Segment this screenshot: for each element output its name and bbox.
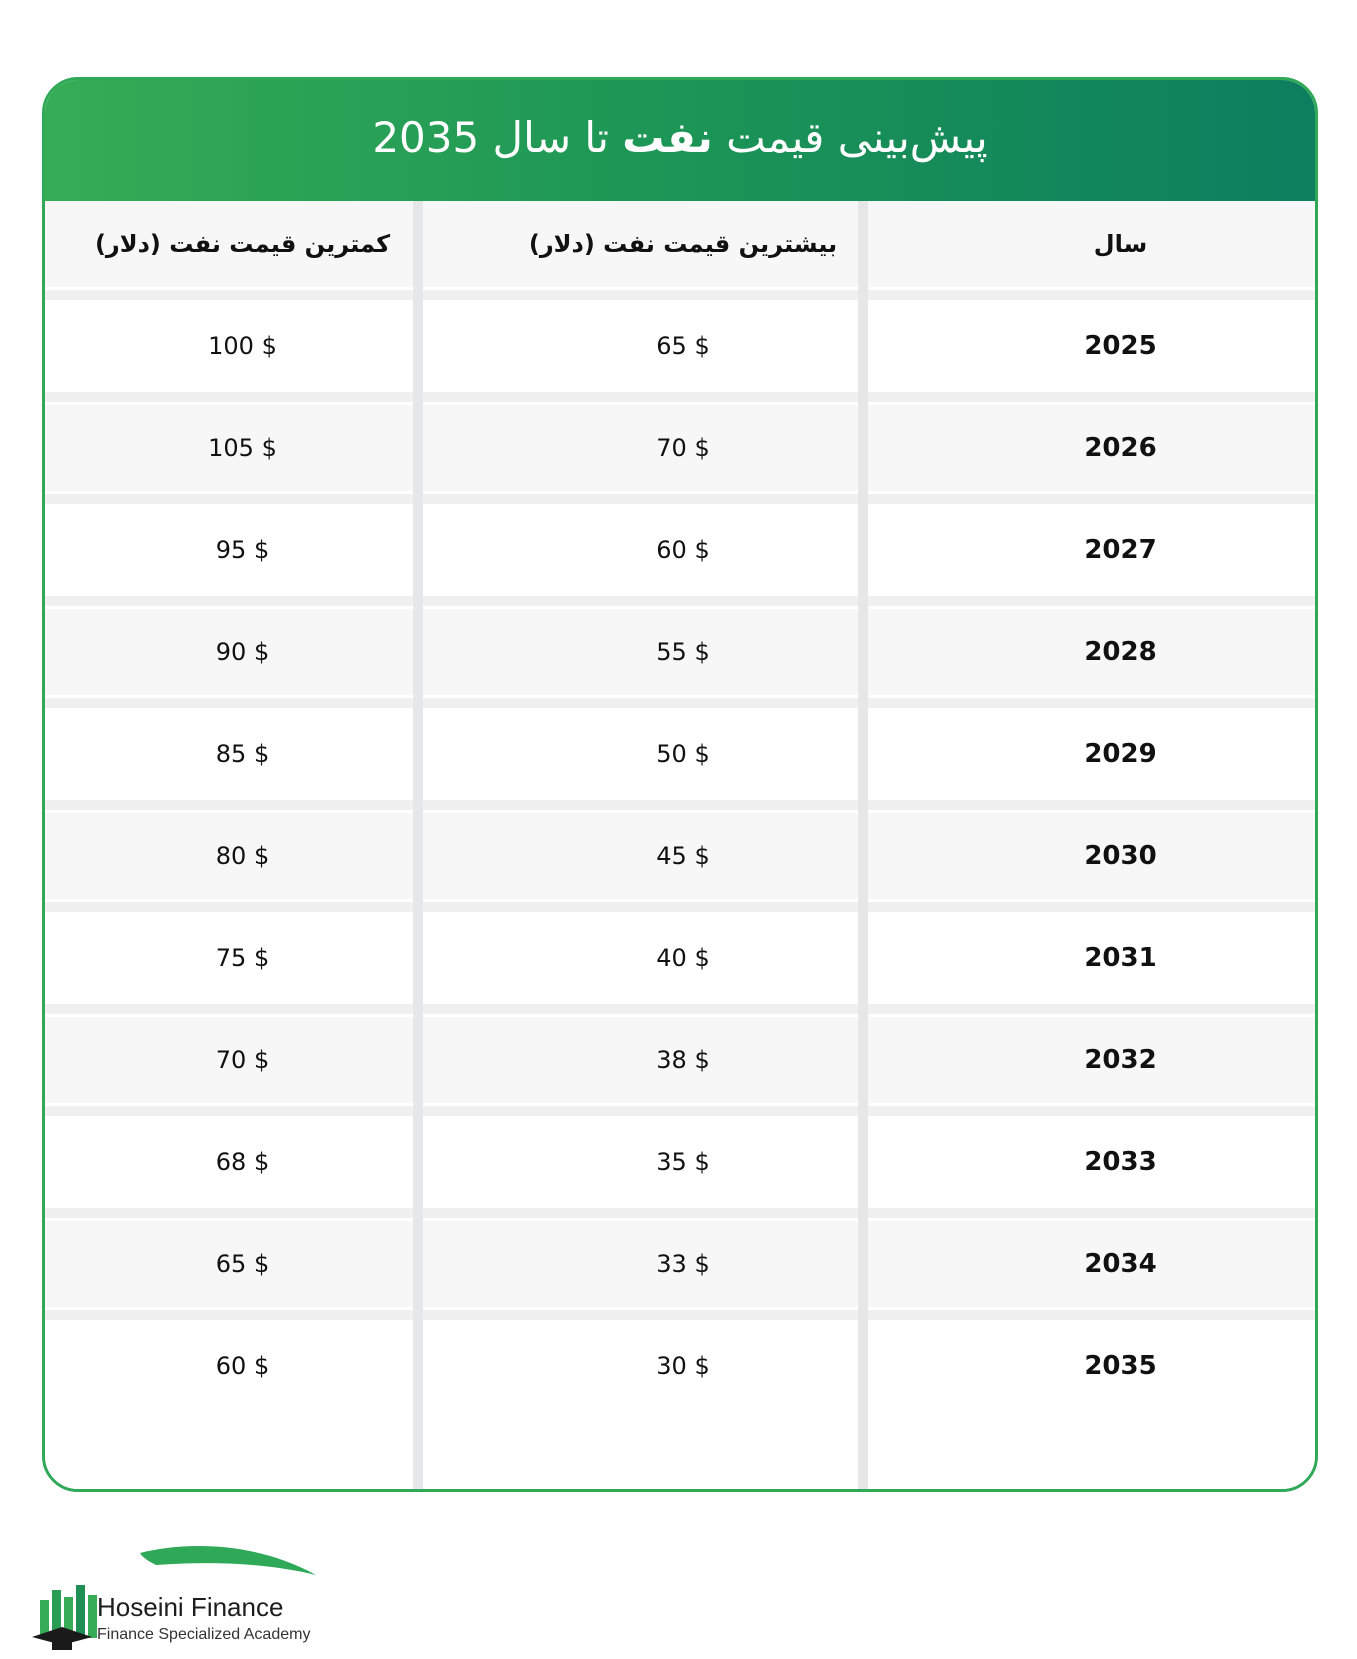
brand-tagline: Finance Specialized Academy [97, 1626, 311, 1643]
row-separator [45, 494, 1315, 504]
header-year: سال [1093, 230, 1148, 258]
max-price-cell: 33 $ [656, 1250, 710, 1278]
price-table [45, 201, 1315, 1489]
min-price-cell: 80 $ [215, 842, 270, 870]
max-price-cell: 30 $ [656, 1352, 710, 1380]
min-price-cell: 95 $ [215, 536, 270, 564]
brand-name: Hoseini Finance [97, 1592, 284, 1622]
row-separator [45, 1310, 1315, 1320]
min-price-cell: 70 $ [215, 1046, 270, 1074]
title-prefix: پیش‌بینی قیمت [726, 112, 988, 162]
min-price-cell: 85 $ [215, 740, 270, 768]
year-cell: 2027 [1084, 535, 1157, 565]
table-row [45, 915, 1315, 1001]
max-price-cell: 55 $ [656, 638, 710, 666]
row-separator [45, 698, 1315, 708]
year-cell: 2029 [1084, 739, 1157, 769]
row-separator [45, 1004, 1315, 1014]
min-price-cell: 105 $ [208, 434, 277, 462]
table-row [45, 507, 1315, 593]
card-header [45, 80, 1315, 201]
title-suffix: تا سال 2035 [372, 112, 609, 162]
min-price-cell: 90 $ [215, 638, 270, 666]
year-cell: 2035 [1084, 1351, 1157, 1381]
row-separator [45, 596, 1315, 606]
max-price-cell: 60 $ [656, 536, 710, 564]
header-max-price: بیشترین قیمت نفت (دلار) [528, 230, 838, 258]
year-cell: 2032 [1084, 1045, 1157, 1075]
max-price-cell: 38 $ [656, 1046, 710, 1074]
table-row [45, 1017, 1315, 1103]
min-price-cell: 100 $ [208, 332, 277, 360]
max-price-cell: 50 $ [656, 740, 710, 768]
max-price-cell: 70 $ [656, 434, 710, 462]
row-separator [45, 800, 1315, 810]
year-cell: 2034 [1084, 1249, 1157, 1279]
min-price-cell: 75 $ [215, 944, 270, 972]
year-cell: 2031 [1084, 943, 1157, 973]
max-price-cell: 35 $ [656, 1148, 710, 1176]
column-divider [413, 201, 423, 1489]
min-price-cell: 60 $ [215, 1352, 270, 1380]
year-cell: 2026 [1084, 433, 1157, 463]
table-row [45, 609, 1315, 695]
row-separator [45, 290, 1315, 300]
year-cell: 2025 [1084, 331, 1157, 361]
row-separator [45, 1106, 1315, 1116]
year-cell: 2033 [1084, 1147, 1157, 1177]
row-separator [45, 902, 1315, 912]
title-highlight: نفت [622, 112, 713, 162]
forecast-card [42, 77, 1318, 1492]
year-cell: 2030 [1084, 841, 1157, 871]
year-cell: 2028 [1084, 637, 1157, 667]
table-row [45, 711, 1315, 797]
table-row [45, 1119, 1315, 1205]
page-title [372, 112, 988, 162]
table-row [45, 405, 1315, 491]
row-separator [45, 1208, 1315, 1218]
table-row [45, 813, 1315, 899]
max-price-cell: 40 $ [656, 944, 710, 972]
row-separator [45, 392, 1315, 402]
max-price-cell: 65 $ [656, 332, 710, 360]
header-min-price: کمترین قیمت نفت (دلار) [94, 230, 391, 258]
logo-swoosh-icon [140, 1546, 316, 1575]
table-row [45, 1323, 1315, 1409]
table-header-row [45, 201, 1315, 287]
table-row [45, 1221, 1315, 1307]
logo-bar-icon [88, 1595, 97, 1638]
min-price-cell: 68 $ [215, 1148, 270, 1176]
column-divider [858, 201, 868, 1489]
max-price-cell: 45 $ [656, 842, 710, 870]
table-row [45, 303, 1315, 389]
logo-bar-icon [76, 1585, 85, 1638]
min-price-cell: 65 $ [215, 1250, 270, 1278]
